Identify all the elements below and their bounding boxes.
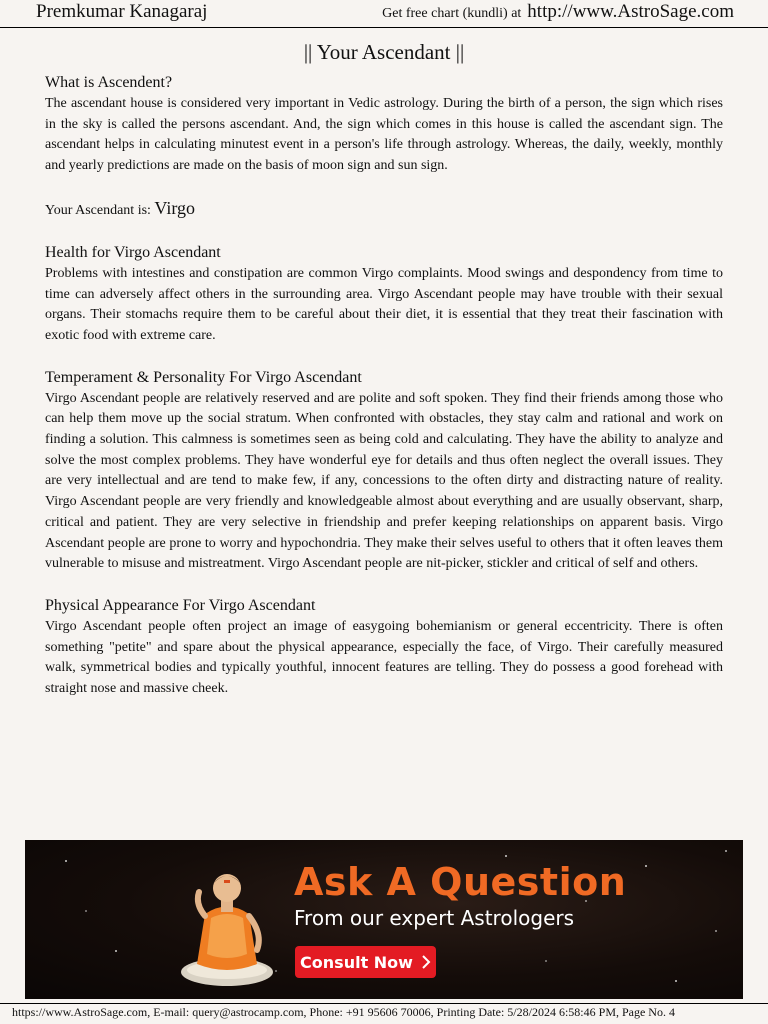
temperament-body: Virgo Ascendant people are relatively reserved and are polite and soft spoken. They find their friends among those who can help them move up the social stratum. When confronted with obstacles, they stay calm and rational and work on finding a solution. This calmness is sometimes seen as being cold and calculating. They have the ability to analyze and solve the most complex problems. They have wonderful eye for details and thus often neglect the overall issues. They are very intellectual and are tend to make few, if any, concessions to the often dirty and distracting nature of reality. Virgo Ascendant people are very friendly and knowledgeable almost about everything and are usually observant, sharp, critical and patient. They are very selective in friendship and prefer keeping relationships on apparent basis. Virgo Ascendant people are prone to worry and hypochondria. They make their selves useful to others that it often leaves them vulnerable to misuse and mistreatment. Virgo Ascendant people are nit-picker, stickler and critical of self and others. [45,390,723,572]
banner-subtitle: From our expert Astrologers [294,906,575,930]
health-body: Problems with intestines and constipation are common Virgo complaints. Mood swings and despondency from time to time can adversely affect others in the surrounding area. Virgo Ascendant people may have trouble with their sexual organs. Their stomachs require them to be careful about their diet, it is essential that they treat their fascination with exotic food with extreme care. [45,265,723,343]
ascendant-result [45,197,723,222]
astrosage-link[interactable]: http://www.AstroSage.com [527,1,734,22]
header-divider [0,27,768,28]
consult-now-button[interactable] [295,946,436,978]
footer-divider [0,1003,768,1004]
page-title: || Your Ascendant || [303,40,465,64]
client-name: Premkumar Kanagaraj [36,1,208,22]
ask-question-banner[interactable] [25,840,743,999]
banner-title: Ask A Question [294,860,627,904]
page-content [45,38,723,700]
consult-now-label: Consult Now [300,952,413,972]
physical-appearance-heading: Physical Appearance For Virgo Ascendant [45,596,316,614]
health-heading: Health for Virgo Ascendant [45,243,221,261]
ascendant-value: Virgo [154,197,196,218]
page-footer: https://www.AstroSage.com, E-mail: query@astrocamp.com, Phone: +91 95606 70006, Printing Date: 5/28/2024 6:58:46 PM, Page No. 4 [12,1005,675,1019]
page-header [0,0,768,28]
ascendant-label: Your Ascendant is: [45,202,151,218]
header-promo [382,1,734,23]
what-is-ascendant-heading: What is Ascendent? [45,74,173,91]
astrologer-illustration-icon [165,854,285,994]
chevron-right-icon [421,955,431,969]
temperament-heading: Temperament & Personality For Virgo Ascendant [45,368,362,386]
what-is-ascendant-body: The ascendant house is considered very important in Vedic astrology. During the birth of a person, the sign which rises in the sky is called the persons ascendant. And, the sign which comes in this house is called the ascendant sign. The ascendant helps in calculating minutest event in a person's life through astrology. Whereas, the daily, weekly, monthly and yearly predictions are made on the basis of moon sign and sun sign. [45,96,723,174]
free-chart-label: Get free chart (kundli) at [382,6,522,21]
physical-appearance-body: Virgo Ascendant people often project an image of easygoing bohemianism or general eccentricity. There is often something "petite" and spare about the physical appearance, especially the face, of Virgo. Their carefully measured walk, symmetrical bodies and typically youthful, innocent features are telling. They do possess a good forehead with straight nose and massive cheek. [45,618,723,697]
